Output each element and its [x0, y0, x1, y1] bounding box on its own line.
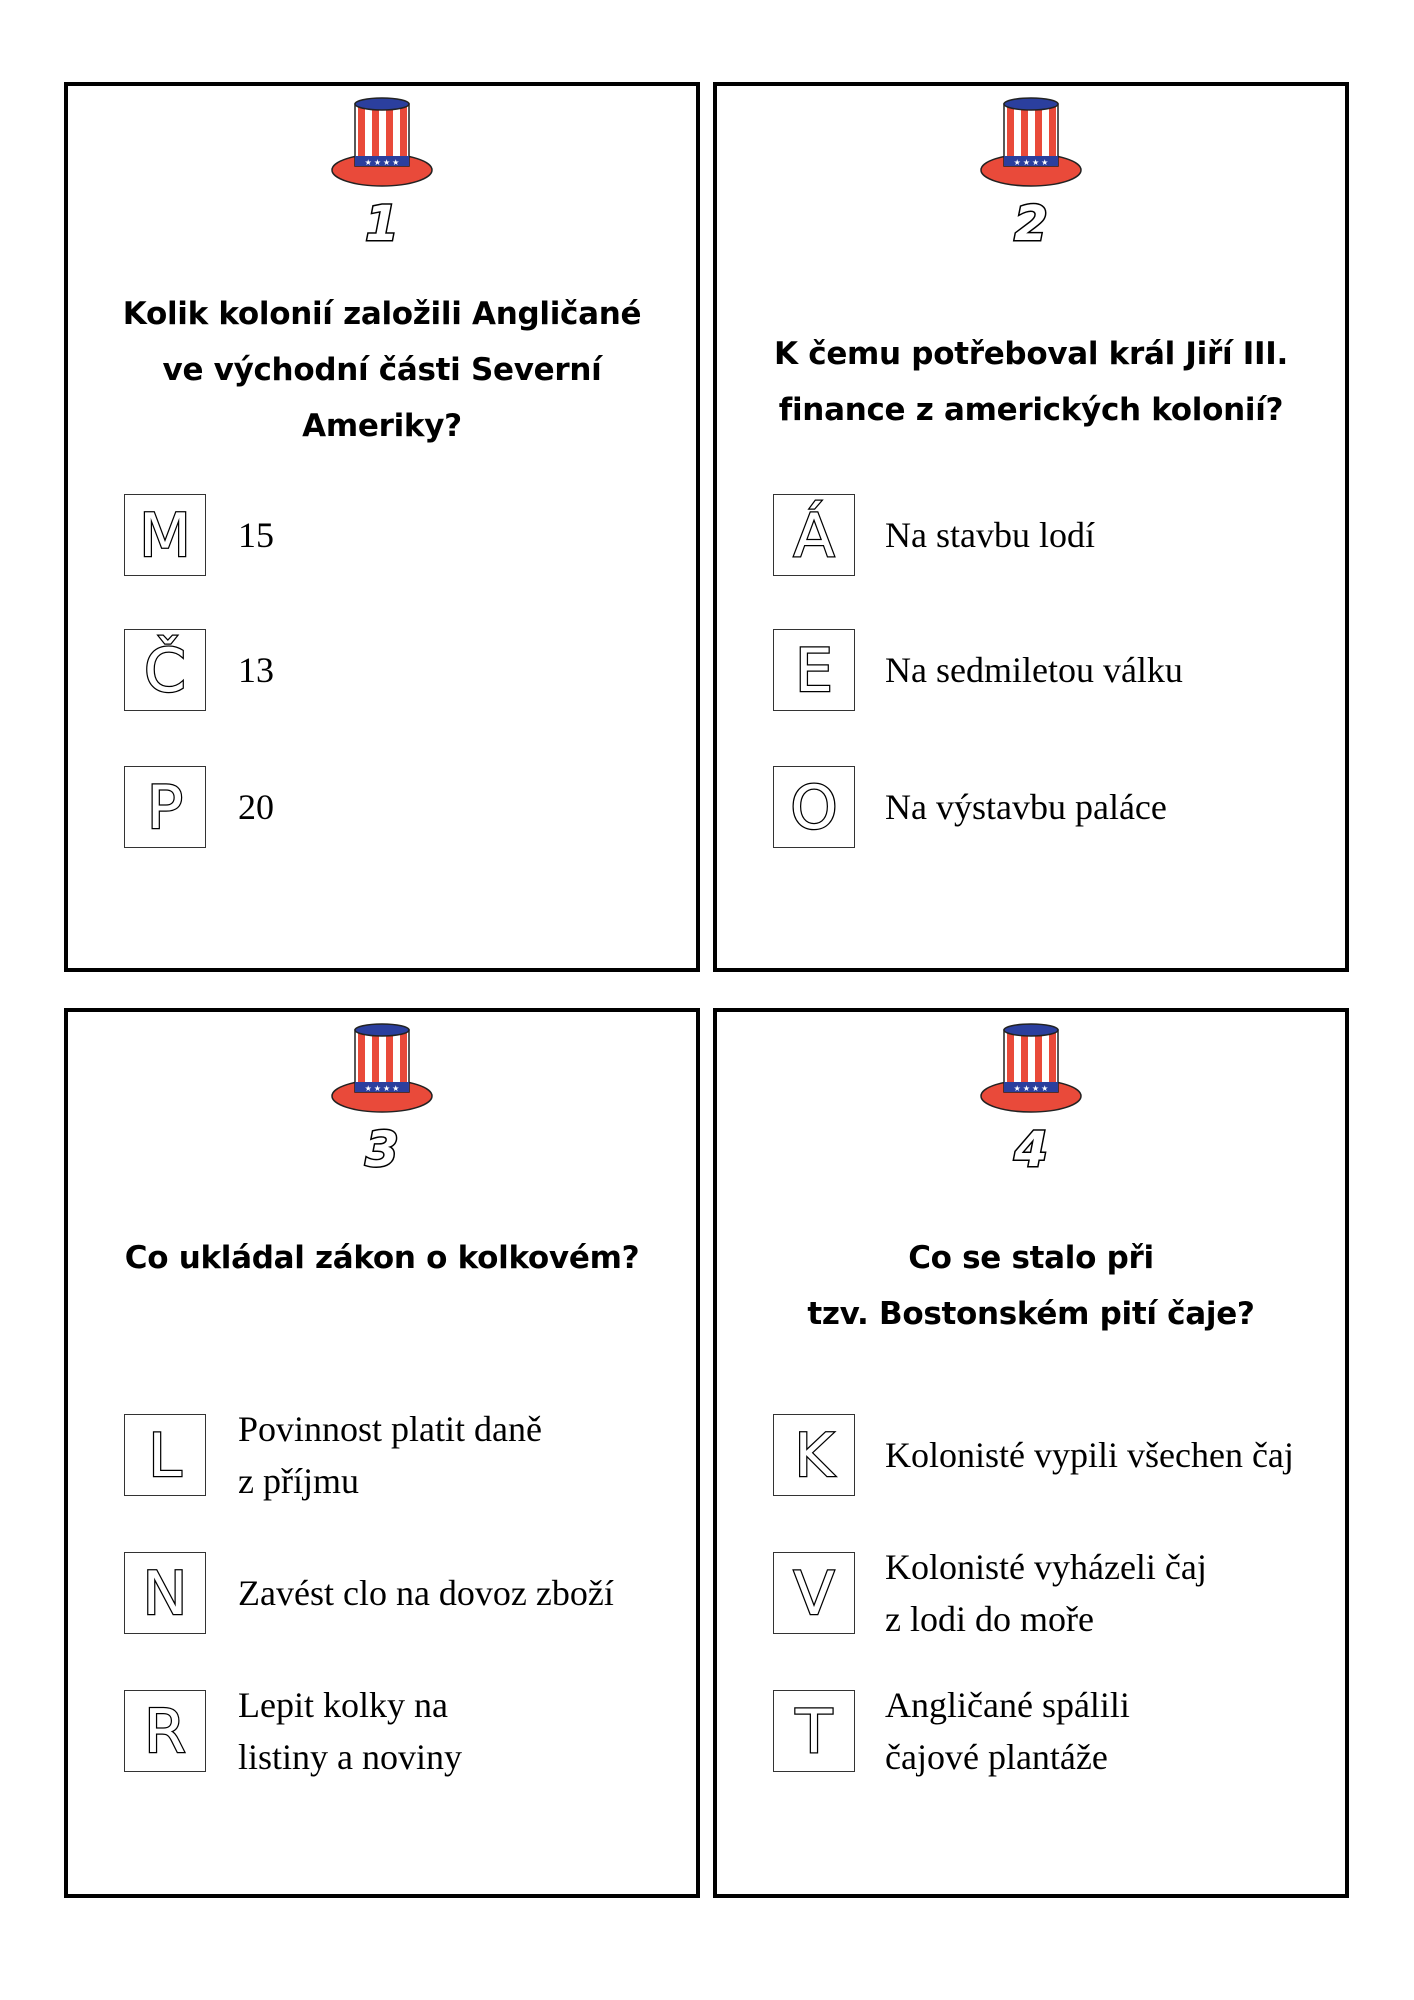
answer-option[interactable]: [124, 1552, 686, 1638]
question-text: Co se stalo při tzv. Bostonském pití čaje?: [807, 1240, 1255, 1332]
svg-text:★ ★ ★ ★: ★ ★ ★ ★: [1013, 1084, 1049, 1093]
answer-letter-box: M: [124, 494, 206, 576]
card-number: 2: [1014, 196, 1048, 252]
uncle-sam-hat-icon: [327, 1018, 437, 1118]
answer-letter-box: L: [124, 1414, 206, 1496]
answer-text: 20: [238, 787, 274, 827]
answer-letter-box: Č: [124, 629, 206, 711]
answer-letter-box: O: [773, 766, 855, 848]
uncle-sam-hat-icon: [327, 92, 437, 192]
svg-text:★ ★ ★ ★: ★ ★ ★ ★: [1013, 158, 1049, 167]
answer-letter-box: K: [773, 1414, 855, 1496]
answer-option[interactable]: [124, 494, 686, 580]
quiz-card-3: [64, 1008, 700, 1898]
answer-option[interactable]: [773, 1685, 1335, 1777]
answer-text: Na výstavbu paláce: [885, 787, 1167, 827]
answer-letter-box: E: [773, 629, 855, 711]
answer-option[interactable]: [773, 1414, 1335, 1500]
card-number: 4: [1014, 1122, 1048, 1178]
answer-option[interactable]: [773, 1547, 1335, 1639]
answer-option[interactable]: [773, 494, 1335, 580]
uncle-sam-hat-icon: [976, 92, 1086, 192]
answer-letter-box: Á: [773, 494, 855, 576]
question-text: Kolik kolonií založili Angličané ve východní části Severní Ameriky?: [122, 296, 642, 444]
answer-letter-box: T: [773, 1690, 855, 1772]
answer-text: 13: [238, 650, 274, 690]
answer-text: Angličané spálili čajové plantáže: [885, 1685, 1130, 1777]
answer-text: 15: [238, 515, 274, 555]
answer-option[interactable]: [124, 1685, 686, 1777]
svg-text:★ ★ ★ ★: ★ ★ ★ ★: [364, 158, 400, 167]
answer-letter-box: R: [124, 1690, 206, 1772]
answer-option[interactable]: [124, 629, 686, 715]
answer-letter-box: V: [773, 1552, 855, 1634]
answer-letter-box: N: [124, 1552, 206, 1634]
answer-text: Povinnost platit daně z příjmu: [238, 1409, 542, 1501]
answer-option[interactable]: [124, 766, 686, 852]
quiz-card-4: [713, 1008, 1349, 1898]
answer-text: Zavést clo na dovoz zboží: [238, 1573, 614, 1613]
card-number: 3: [365, 1122, 399, 1178]
answer-option[interactable]: [773, 766, 1335, 852]
answer-option[interactable]: [124, 1409, 686, 1501]
card-number: 1: [365, 196, 399, 252]
answer-option[interactable]: [773, 629, 1335, 715]
answer-text: Kolonisté vypili všechen čaj: [885, 1435, 1294, 1475]
uncle-sam-hat-icon: [976, 1018, 1086, 1118]
quiz-card-1: [64, 82, 700, 972]
question-text: Co ukládal zákon o kolkovém?: [124, 1240, 640, 1276]
answer-text: Lepit kolky na listiny a noviny: [238, 1685, 462, 1777]
svg-text:★ ★ ★ ★: ★ ★ ★ ★: [364, 1084, 400, 1093]
answer-text: Kolonisté vyházeli čaj z lodi do moře: [885, 1547, 1207, 1639]
answer-text: Na stavbu lodí: [885, 515, 1095, 555]
question-text: K čemu potřeboval král Jiří III. finance z amerických kolonií?: [774, 336, 1288, 428]
answer-letter-box: P: [124, 766, 206, 848]
quiz-card-2: [713, 82, 1349, 972]
answer-text: Na sedmiletou válku: [885, 650, 1183, 690]
